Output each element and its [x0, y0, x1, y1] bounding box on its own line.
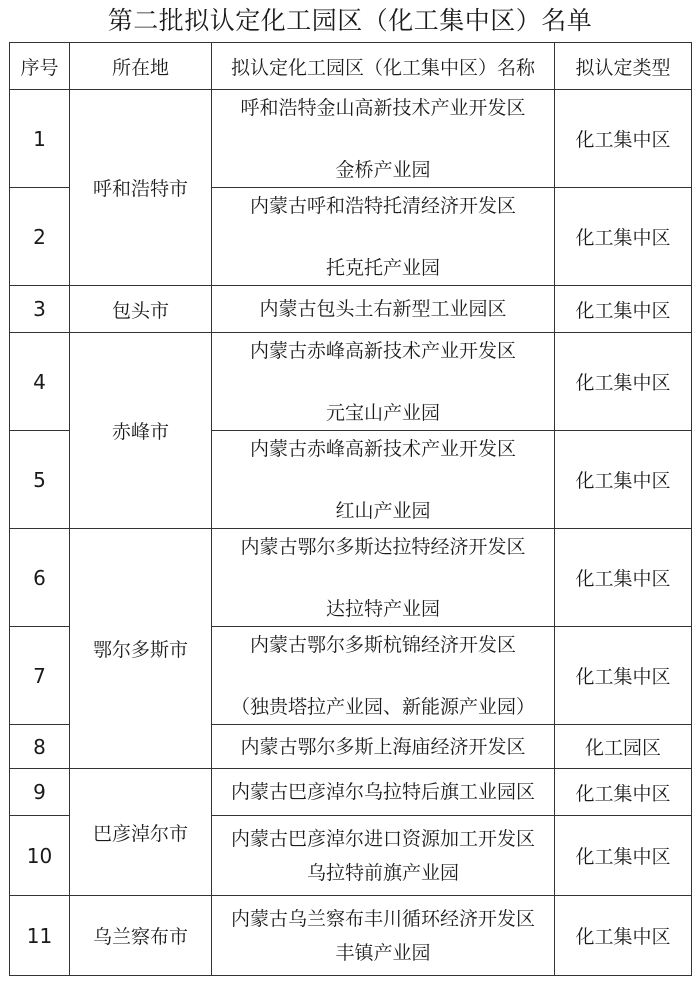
- table-row: [10, 90, 692, 188]
- location-cell: 鄂尔多斯市: [70, 529, 212, 769]
- row-index: 6: [10, 529, 70, 627]
- park-name-cell: [212, 769, 555, 816]
- location-cell: 包头市: [70, 286, 212, 333]
- park-name-cell: [212, 90, 555, 188]
- park-name-line: 元宝山产业园: [325, 401, 440, 424]
- park-list-table: [9, 42, 692, 976]
- park-type-cell: 化工集中区: [555, 333, 692, 431]
- table-row: [10, 333, 692, 431]
- park-name-cell: [212, 816, 555, 896]
- header-name: 拟认定化工园区（化工集中区）名称: [212, 43, 555, 90]
- park-type-cell: 化工集中区: [555, 431, 692, 529]
- row-index: 9: [10, 769, 70, 816]
- table-row: [10, 286, 692, 333]
- park-name-line: 内蒙古巴彦淖尔乌拉特后旗工业园区: [230, 781, 535, 803]
- park-name-line: 丰镇产业园: [335, 941, 431, 964]
- park-name-line: 内蒙古包头土右新型工业园区: [259, 298, 507, 320]
- park-name-line: 内蒙古乌兰察布丰川循环经济开发区: [230, 907, 535, 930]
- page-title: 第二批拟认定化工园区（化工集中区）名单: [107, 6, 593, 35]
- park-name-line: 达拉特产业园: [325, 597, 440, 620]
- park-name-line: 内蒙古鄂尔多斯杭锦经济开发区: [249, 633, 516, 656]
- park-name-line: 内蒙古鄂尔多斯上海庙经济开发区: [240, 735, 526, 758]
- park-name-cell: [212, 896, 555, 976]
- park-name-line: 内蒙古鄂尔多斯达拉特经济开发区: [240, 535, 526, 558]
- park-name-cell: [212, 431, 555, 529]
- row-index: 10: [10, 816, 70, 896]
- row-index: 5: [10, 431, 70, 529]
- park-name-line: （独贵塔拉产业园、新能源产业园）: [230, 695, 535, 718]
- row-index: 2: [10, 188, 70, 286]
- park-name-cell: [212, 725, 555, 769]
- park-name-cell: [212, 627, 555, 725]
- park-name-line: 乌拉特前旗产业园: [306, 861, 459, 884]
- park-name-line: 内蒙古赤峰高新技术产业开发区: [249, 339, 516, 362]
- table-row: [10, 896, 692, 976]
- location-cell: 赤峰市: [70, 333, 212, 529]
- row-index: 7: [10, 627, 70, 725]
- park-name-line: 红山产业园: [335, 499, 431, 522]
- park-name-line: 内蒙古呼和浩特托清经济开发区: [249, 194, 516, 217]
- park-type-cell: 化工园区: [555, 725, 692, 769]
- table-row: [10, 529, 692, 627]
- park-name-cell: [212, 188, 555, 286]
- header-index: 序号: [10, 43, 70, 90]
- table-header-row: [10, 43, 692, 90]
- park-type-cell: 化工集中区: [555, 769, 692, 816]
- row-index: 4: [10, 333, 70, 431]
- header-location: 所在地: [70, 43, 212, 90]
- row-index: 8: [10, 725, 70, 769]
- park-type-cell: 化工集中区: [555, 286, 692, 333]
- table-row: [10, 769, 692, 816]
- park-name-cell: [212, 529, 555, 627]
- park-name-line: 托克托产业园: [325, 256, 440, 279]
- row-index: 3: [10, 286, 70, 333]
- park-name-cell: [212, 333, 555, 431]
- park-name-cell: [212, 286, 555, 333]
- park-name-line: 金桥产业园: [335, 158, 431, 181]
- park-name-line: 呼和浩特金山高新技术产业开发区: [240, 96, 526, 119]
- park-type-cell: 化工集中区: [555, 627, 692, 725]
- park-name-line: 内蒙古巴彦淖尔进口资源加工开发区: [230, 827, 535, 850]
- header-type: 拟认定类型: [555, 43, 692, 90]
- location-cell: 巴彦淖尔市: [70, 769, 212, 896]
- location-cell: 呼和浩特市: [70, 90, 212, 286]
- row-index: 11: [10, 896, 70, 976]
- row-index: 1: [10, 90, 70, 188]
- location-cell: 乌兰察布市: [70, 896, 212, 976]
- park-type-cell: 化工集中区: [555, 529, 692, 627]
- park-type-cell: 化工集中区: [555, 90, 692, 188]
- park-type-cell: 化工集中区: [555, 188, 692, 286]
- park-type-cell: 化工集中区: [555, 896, 692, 976]
- park-type-cell: 化工集中区: [555, 816, 692, 896]
- park-name-line: 内蒙古赤峰高新技术产业开发区: [249, 437, 516, 460]
